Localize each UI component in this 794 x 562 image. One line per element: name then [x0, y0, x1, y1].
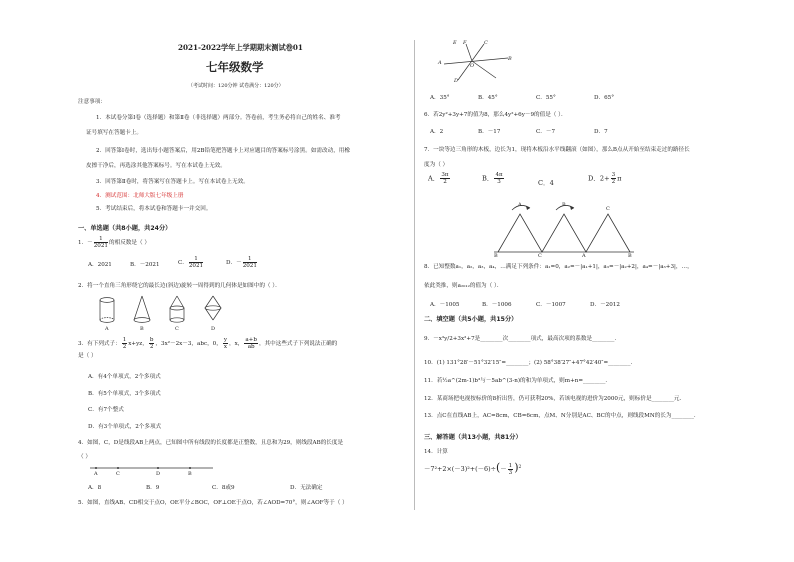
q2: 2．将一个直角三角形绕它的最长边(斜边)旋转一周得到的几何体是如图中的（ ）． — [78, 283, 281, 289]
q2-label-a: A — [105, 326, 109, 332]
q6-choice-d: D．7 — [594, 129, 608, 135]
fig5-label-o: O — [470, 63, 475, 69]
left-column — [78, 0, 408, 562]
q1-den: 2021 — [93, 243, 108, 249]
q5-choice-b: B．45° — [478, 95, 498, 101]
q7-choice-d-label: D．2+ — [588, 174, 610, 183]
exam-title: 2021-2022学年上学期期末测试卷01 — [178, 43, 303, 52]
q4-choice-b: B．9 — [146, 485, 160, 491]
q5-lines-figure — [436, 40, 516, 84]
q2-label-c: C — [175, 326, 179, 332]
q6: 6．若2y²+3y+7的值为8，那么4y²+6y－9的值是（ ）． — [424, 112, 567, 118]
exam-subject: 七年级数学 — [206, 60, 264, 74]
fig5-label-a: A — [438, 60, 442, 66]
q7-fig-label-b3: B — [628, 253, 632, 259]
q1-choice-a: A．2021 — [88, 262, 112, 268]
q2-label-d: D — [211, 326, 216, 332]
q7-choice-a-label: A． — [428, 174, 440, 183]
q7-choice-d: D．2+ $\frac{3}{2}$ π — [588, 172, 622, 185]
fig5-label-d: D — [454, 78, 459, 84]
q1-choice-d — [226, 256, 258, 269]
q8-choice-d: D．－2012 — [590, 302, 620, 308]
q8-choice-a: A．－1005 — [430, 302, 460, 308]
q7-line1: 7．一块等边三角形的木板，边长为1，现将木板沿水平线翻滚（如图），那么B点从开始至结束走过的路径长 — [424, 147, 690, 153]
note-1: 1．本试卷分第Ⅰ卷（选择题）和第Ⅱ卷（非选择题）两部分。答卷前，考生务必将自己的姓名、准考 — [96, 115, 341, 121]
q14-expression: －7²+2×(－3)²+(－6)÷(－ $\frac{1}{3}$ )$^2$ — [424, 461, 522, 476]
q1-choice-d-frac: $\frac{1}{2021}$ — [242, 256, 257, 269]
fig5-label-e: E — [453, 40, 457, 46]
note-4-text: 4．测试范围：北师大版七年级上册 — [96, 193, 184, 199]
q4-choice-a: A．8 — [88, 485, 102, 491]
q1-fraction — [94, 236, 108, 249]
q3-choice-c: C．有7个整式 — [88, 407, 124, 413]
q4-choice-c: C．8或9 — [212, 485, 235, 491]
fig5-label-f: F — [463, 40, 467, 46]
q7-choice-a: A． $\frac{3\pi}{2}$ — [428, 172, 449, 185]
q7-choice-b-label: B． — [482, 174, 494, 183]
q7-fig-label-c1: C — [538, 253, 542, 259]
q1-choice-c — [178, 256, 204, 269]
notes-heading: 注意事项： — [78, 99, 106, 105]
note-3: 3．回答第Ⅱ卷时，将答案写在答题卡上。写在本试卷上无效。 — [96, 179, 249, 185]
section1-heading: 一、单选题（共8小题，共24分） — [78, 225, 172, 232]
q5-choice-a: A．35° — [430, 95, 450, 101]
q8-line2: 依此类推，则a₂₀₁₂的值为（ ）． — [424, 283, 503, 289]
q6-choice-a: A．2 — [430, 129, 444, 135]
q9: 9．－x³y/2+3x²+7是________次________项式，最高次项的系数是________． — [424, 336, 621, 342]
q4-segment-figure — [88, 464, 218, 478]
note-2b: 皮擦干净后，再选涂其他答案标号。写在本试卷上无效。 — [86, 163, 226, 169]
exam-info: （考试时间：120分钟 试卷满分：120分） — [188, 83, 284, 89]
q8-choice-b: B．－1006 — [482, 302, 512, 308]
note-2: 2．回答第Ⅰ卷时，选出每小题答案后，用2B铅笔把答题卡上对应题目的答案标号涂黑。如需改动，用橡 — [96, 148, 350, 154]
note-4 — [96, 193, 183, 200]
q8-choice-c: C．－1007 — [536, 302, 566, 308]
q3-tail2: 是（ ） — [78, 353, 97, 359]
q4-point-d: D — [156, 471, 161, 477]
note-5: 5．考试结束后，将本试卷和答题卡一并交回。 — [96, 206, 212, 212]
q1-prefix: 1．－ — [78, 240, 93, 246]
q7-choice-c: C．4 — [538, 179, 554, 187]
q3-tail: ，其中这些式子下列说法正确的 — [258, 341, 338, 347]
q5-choice-d: D．65° — [594, 95, 614, 101]
q6-choice-c: C．－7 — [536, 129, 556, 135]
q1-choice-c-frac: $\frac{1}{2021}$ — [188, 256, 204, 269]
q1-suffix: 的相反数是（ ） — [109, 240, 150, 246]
column-divider — [414, 40, 415, 510]
q7-line2: 度为（ ） — [424, 162, 449, 168]
right-column — [424, 0, 769, 562]
section2-heading: 二、填空题（共5小题，共15分） — [424, 316, 518, 323]
fig5-label-b: B — [508, 56, 512, 62]
section3-heading: 三、解答题（共13小题，共81分） — [424, 434, 522, 441]
q3: 3．有下列式子： $\frac{1}{2}$ x+yz， $\frac{b}{2}$ ，3x²－2x－3，abc，0， $\frac{y}{x}$ ，x， $\frac{a+b}{ab}$ ，其中这些式子下列说法正确的 — [78, 337, 338, 350]
q6-choice-b: B．－17 — [478, 129, 501, 135]
q1 — [78, 236, 150, 249]
q3-choice-b: B．有5个单项式，3个多项式 — [88, 391, 161, 397]
q3-choice-a: A．有4个单项式，2个多项式 — [88, 374, 161, 380]
q3-label: 3．有下列式子： — [78, 341, 121, 347]
q11: 11．若½a^(2m-1)b³与－5ab^(3-n)的和为单项式，则m+n=________． — [424, 378, 612, 384]
q1-num: 1 — [94, 236, 108, 243]
q4-tail: （ ） — [78, 454, 91, 460]
fig5-label-c: C — [484, 40, 488, 46]
q3-choice-d: D．有3个单项式，2个多项式 — [88, 424, 162, 430]
q5: 5．如图，直线AB、CD相交于点O，OE平分∠BOC，OF⊥OE于点O，若∠AOD=70°，则∠AOF等于（ ） — [78, 500, 348, 506]
q7-fig-label-c2: C — [606, 206, 610, 212]
q4-choice-d: D．无法确定 — [290, 485, 323, 491]
note-1b: 证号填写在答题卡上。 — [86, 130, 142, 136]
q5-choice-c: C．55° — [536, 95, 556, 101]
q14-expr-text: －7²+2×(－3)²+(－6)÷ — [424, 465, 496, 474]
q4-point-b: B — [188, 471, 192, 477]
q10: 10．(1) 131°28′－51°32′15″=________；(2) 58°38′27″+47°42′40″=________． — [424, 360, 637, 366]
q1-choice-b: B．－2021 — [130, 262, 160, 268]
q1-choice-c-label: C． — [178, 260, 188, 266]
q13: 13．点C在直线AB上，AC=8cm，CB=6cm，点M、N分别是AC、BC的中点，则线段MN的长为________． — [424, 413, 700, 419]
q4-point-a: A — [94, 471, 98, 477]
q7-fig-label-a2: A — [582, 253, 586, 259]
q8-line1: 8．已知整数a₁，a₂，a₃，a₄，…满足下列条件：a₁=0，a₂=－|a₁+1|，a₃=－|a₂+2|，a₄=－|a₃+3|，…， — [424, 264, 693, 270]
q1-choice-d-label: D．－ — [226, 260, 242, 266]
q4: 4．如图，C，D是线段AB上两点，已知图中所有线段的长度都是正整数，且总和为29，则线段AB的长度是 — [78, 440, 344, 446]
q14: 14．计算 — [424, 449, 448, 455]
q7-fig-label-a1: A — [518, 202, 522, 208]
q7-fig-label-b2: B — [562, 202, 566, 208]
q7-fig-label-b1: B — [494, 253, 498, 259]
q12: 12．某商场把电视按标价的8折出售，仍可获利20%，若该电视的进价为2000元，则标价是________元． — [424, 396, 686, 402]
q7-choice-b: B． $\frac{4\pi}{3}$ — [482, 172, 503, 185]
q2-label-b: B — [140, 326, 144, 332]
q4-point-c: C — [116, 471, 120, 477]
